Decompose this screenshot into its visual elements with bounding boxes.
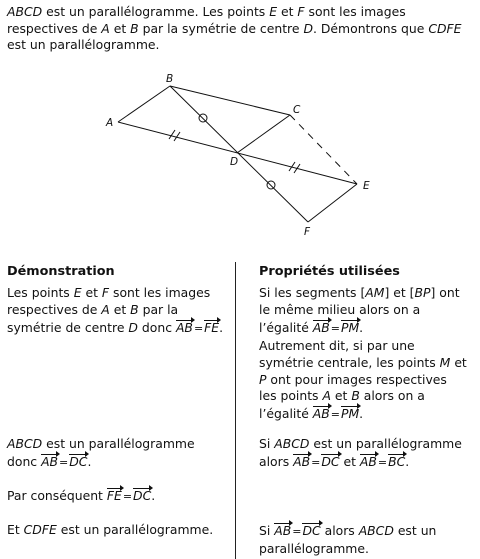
property-text: ABCD [358,523,394,538]
vector-dc: DC [321,453,340,469]
segment-cd [237,115,290,153]
vector-fe: FE [204,319,220,335]
label-f: F [304,226,311,238]
property-text: et [450,354,467,370]
property-text: Si les segments [ [259,285,366,300]
demo-step-4 [7,522,233,539]
label-c: C [293,104,301,116]
segment-ab [118,86,170,122]
equals-sign: = [330,321,340,335]
demo-text: et [109,301,131,317]
equals-sign: = [193,321,204,335]
property-text: alors [320,523,359,538]
property-text: est un parallélogramme alors [259,436,462,469]
property-text: ont pour images respectives les points [259,371,447,404]
property-text: . [359,319,364,335]
property-text: et [330,388,352,404]
intro-text: A [101,20,110,36]
property-text: P [259,371,267,387]
property-text: ABCD [274,436,310,451]
segment-fe [308,184,357,222]
label-e: E [363,180,370,192]
equals-sign: = [122,490,133,503]
intro-text: D [303,20,313,36]
intro-text: est un parallélogramme. [7,37,160,52]
intro-text: F [297,4,305,19]
property-text: A [322,388,331,404]
parallelogram-figure [0,66,480,246]
demo-text: est un parallélogramme. [56,522,214,537]
vector-ab: AB [312,319,330,335]
vector-pm: PM [340,319,360,335]
vector-ab: AB [175,319,193,335]
column-divider [235,262,236,559]
property-text: B [351,388,360,404]
intro-text: . Démontrons que [313,20,429,36]
intro-text: est un parallélogramme. Les points [42,4,270,19]
property-text: M [439,354,451,370]
intro-text: B [130,20,139,36]
vector-pm: PM [340,406,360,422]
property-2 [259,436,473,472]
equals-sign: = [292,525,302,538]
properties-heading: Propriétés utilisées [259,264,400,279]
demo-text: donc [7,453,42,469]
label-a: A [106,117,114,129]
vector-dc: DC [69,453,88,469]
intro-text: et [277,4,298,19]
tick-mark-ad [169,130,175,139]
intro-text: CDFE [428,20,462,36]
intro-text: par la symétrie de centre [138,20,304,36]
demo-text: . [87,453,92,469]
demo-text: D [128,319,138,335]
property-text: et [339,453,360,469]
demo-text: Par conséquent [7,488,107,503]
property-text: . [359,406,364,422]
demo-text: ABCD [7,436,43,451]
intro-text: et [109,20,131,36]
property-text: . [405,453,410,469]
intro-text: ABCD [7,4,43,19]
intro-paragraph [7,4,475,54]
demo-text: Les points [7,285,74,300]
demo-step-1 [7,285,229,337]
vector-dc: DC [302,523,321,538]
vector-bc: BC [388,453,406,469]
demonstration-heading: Démonstration [7,264,115,279]
vector-ab: AB [359,453,377,469]
equals-sign: = [377,455,388,469]
vector-ab: AB [312,406,330,422]
property-1 [259,285,467,337]
intro-text: sont les images respectives de [7,4,406,36]
demo-text: CDFE [23,522,57,537]
demo-text: et [81,285,102,300]
demo-text: . [151,488,156,503]
vector-ab: AB [293,453,311,469]
demo-text: A [101,301,110,317]
vector-ab: AB [274,523,292,538]
demo-text: sont les images respectives de [7,285,211,317]
segment-bf [170,86,308,222]
property-text: AM [365,285,385,300]
equals-sign: = [330,408,340,422]
label-b: B [166,73,174,85]
equals-sign: = [311,455,321,469]
property-text: ] et [ [384,285,415,300]
property-text: Si [259,436,275,451]
property-3 [259,522,473,558]
intro-text: E [269,4,278,19]
property-text: ] ont le même milieu alors on a l’égalité [259,285,460,335]
property-text: BP [414,285,431,300]
demo-text: est un parallélogramme [42,436,195,451]
demo-text: B [130,301,139,317]
dashed-ce [290,115,357,184]
label-d: D [230,156,239,168]
vector-dc: DC [133,488,152,503]
demo-text: Et [7,522,24,537]
demo-step-2 [7,436,231,472]
demo-step-3 [7,487,231,506]
property-text: Si [259,523,275,538]
vector-ab: AB [41,453,59,469]
demo-text: . [219,319,224,335]
demo-text: E [73,285,82,300]
equals-sign: = [59,455,69,469]
demo-text: F [101,285,110,300]
demo-text: donc [137,319,176,335]
vector-fe: FE [106,488,122,503]
demo-text: par la symétrie de centre [7,301,179,335]
property-text: Autrement dit, si par une symétrie centrale, les points [259,338,440,370]
property-text: est un parallélogramme. [259,523,437,556]
property-1-reformulation [259,338,467,424]
segment-bc [170,86,290,115]
property-text: alors on a l’égalité [259,388,425,422]
